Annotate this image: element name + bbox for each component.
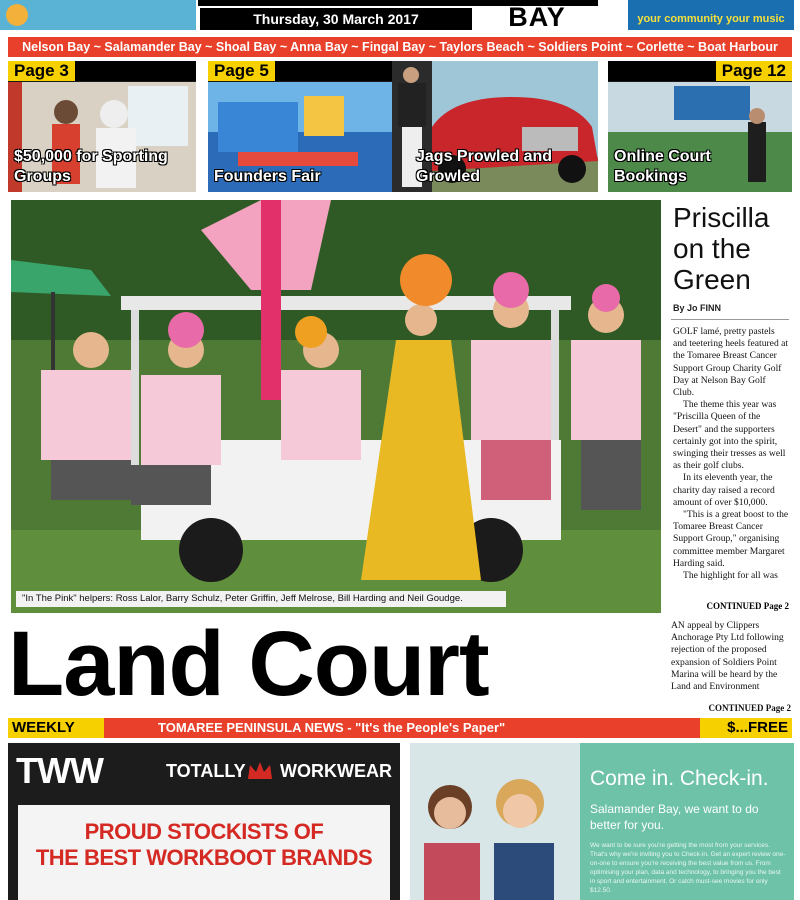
sun-logo-icon (6, 4, 28, 26)
second-story-lead (671, 620, 793, 716)
story-paragraph: The highlight for all was (683, 570, 778, 582)
promo-caption: $50,000 for Sporting Groups (14, 148, 168, 185)
suburb-strip: Nelson Bay ~ Salamander Bay ~ Shoal Bay ~ Anna Bay ~ Fingal Bay ~ Taylors Beach ~ Soldiers Point ~ Corlette ~ Boat Harbour (8, 37, 792, 57)
masthead-title: BAY (508, 2, 566, 32)
promo-page-5[interactable] (208, 61, 392, 192)
main-story-headline: Priscilla on the Green (673, 202, 770, 295)
strap-slogan: TOMAREE PENINSULA NEWS - "It's the People's Paper" (158, 720, 506, 735)
promo-page-7[interactable] (392, 61, 598, 192)
golf-day-photo (11, 200, 661, 613)
promo-page-3[interactable] (8, 61, 196, 192)
promo-page-12[interactable] (608, 61, 792, 192)
community-radio-advert (628, 0, 794, 30)
promo-caption: Jags Prowled and Growled (416, 148, 553, 185)
issue-date: Thursday, 30 March 2017 (200, 8, 472, 30)
check-in-fine-print: We want to be sure you're getting the most from your services. That's why we're inviting you to Check-in. Get an expert review one-on-one to ensure you're receiving the best value from us. From optimising your plan, data and technology, to bringing you the best in sport and entertainment. Or catch must-see movies for only $12.50. (590, 842, 786, 894)
strap-weekly: WEEKLY (8, 718, 104, 738)
divider (671, 319, 789, 320)
continued-link[interactable]: CONTINUED Page 2 (708, 703, 791, 713)
main-story-photo (11, 200, 661, 613)
second-story-headline: Land Court (8, 613, 489, 715)
workwear-advert[interactable] (8, 743, 400, 900)
check-in-headline: Come in. Check-in. (590, 767, 769, 790)
workwear-panel (18, 805, 390, 900)
promo-page-label: Page 3 (8, 61, 75, 81)
masthead (198, 0, 598, 32)
workwear-brand-totally: TOTALLY (166, 761, 246, 781)
story-paragraph: "This is a great boost to the Tomaree Breast Cancer Support Group," organising committee member Margaret Harding said. (673, 509, 789, 569)
promo-page-label: Page 12 (716, 61, 792, 81)
check-in-advert[interactable] (410, 743, 794, 900)
advert-photo-people (410, 743, 580, 900)
radio-tagline: your community your music (637, 13, 785, 25)
continued-link[interactable]: CONTINUED Page 2 (706, 601, 789, 611)
photo-caption: "In The Pink" helpers: Ross Lalor, Barry Schulz, Peter Griffin, Jeff Melrose, Bill Harding and Neil Goudge. (16, 591, 506, 607)
strap-price: $...FREE (700, 718, 792, 738)
promo-page-label: Page 5 (208, 61, 275, 81)
story-paragraph: GOLF lamé, pretty pastels and teetering heels featured at the Tomaree Breast Cancer Support Group Charity Golf Day at Nelson Bay Golf Club. (673, 326, 789, 399)
crown-icon (246, 759, 274, 783)
second-story-lead-text: AN appeal by Clippers Anchorage Pty Ltd following rejection of the proposed expansion of Soldiers Point Marina will be heard by the Land and Environment (671, 620, 784, 693)
main-story-body (673, 326, 789, 582)
top-left-advert (0, 0, 196, 30)
workwear-brand-workwear: WORKWEAR (280, 761, 392, 781)
promo-caption: Founders Fair (214, 168, 321, 185)
workwear-line-1: PROUD STOCKISTS OF (84, 819, 324, 844)
story-paragraph: The theme this year was "Priscilla Queen of the Desert" and the supporters certainly got into the spirit, swinging their tresses as well as their golf clubs. (673, 399, 786, 472)
weekly-strap (8, 718, 792, 738)
workwear-logo: TWW (16, 750, 103, 791)
promo-caption: Online Court Bookings (614, 148, 711, 185)
workwear-line-2: THE BEST WORKBOOT BRANDS (35, 845, 373, 870)
check-in-subhead: Salamander Bay, we want to do better for you. (590, 802, 759, 832)
byline: By Jo FINN (673, 303, 722, 313)
story-paragraph: In its eleventh year, the charity day raised a record amount of over $10,000. (673, 472, 775, 508)
main-story-column (667, 200, 793, 613)
